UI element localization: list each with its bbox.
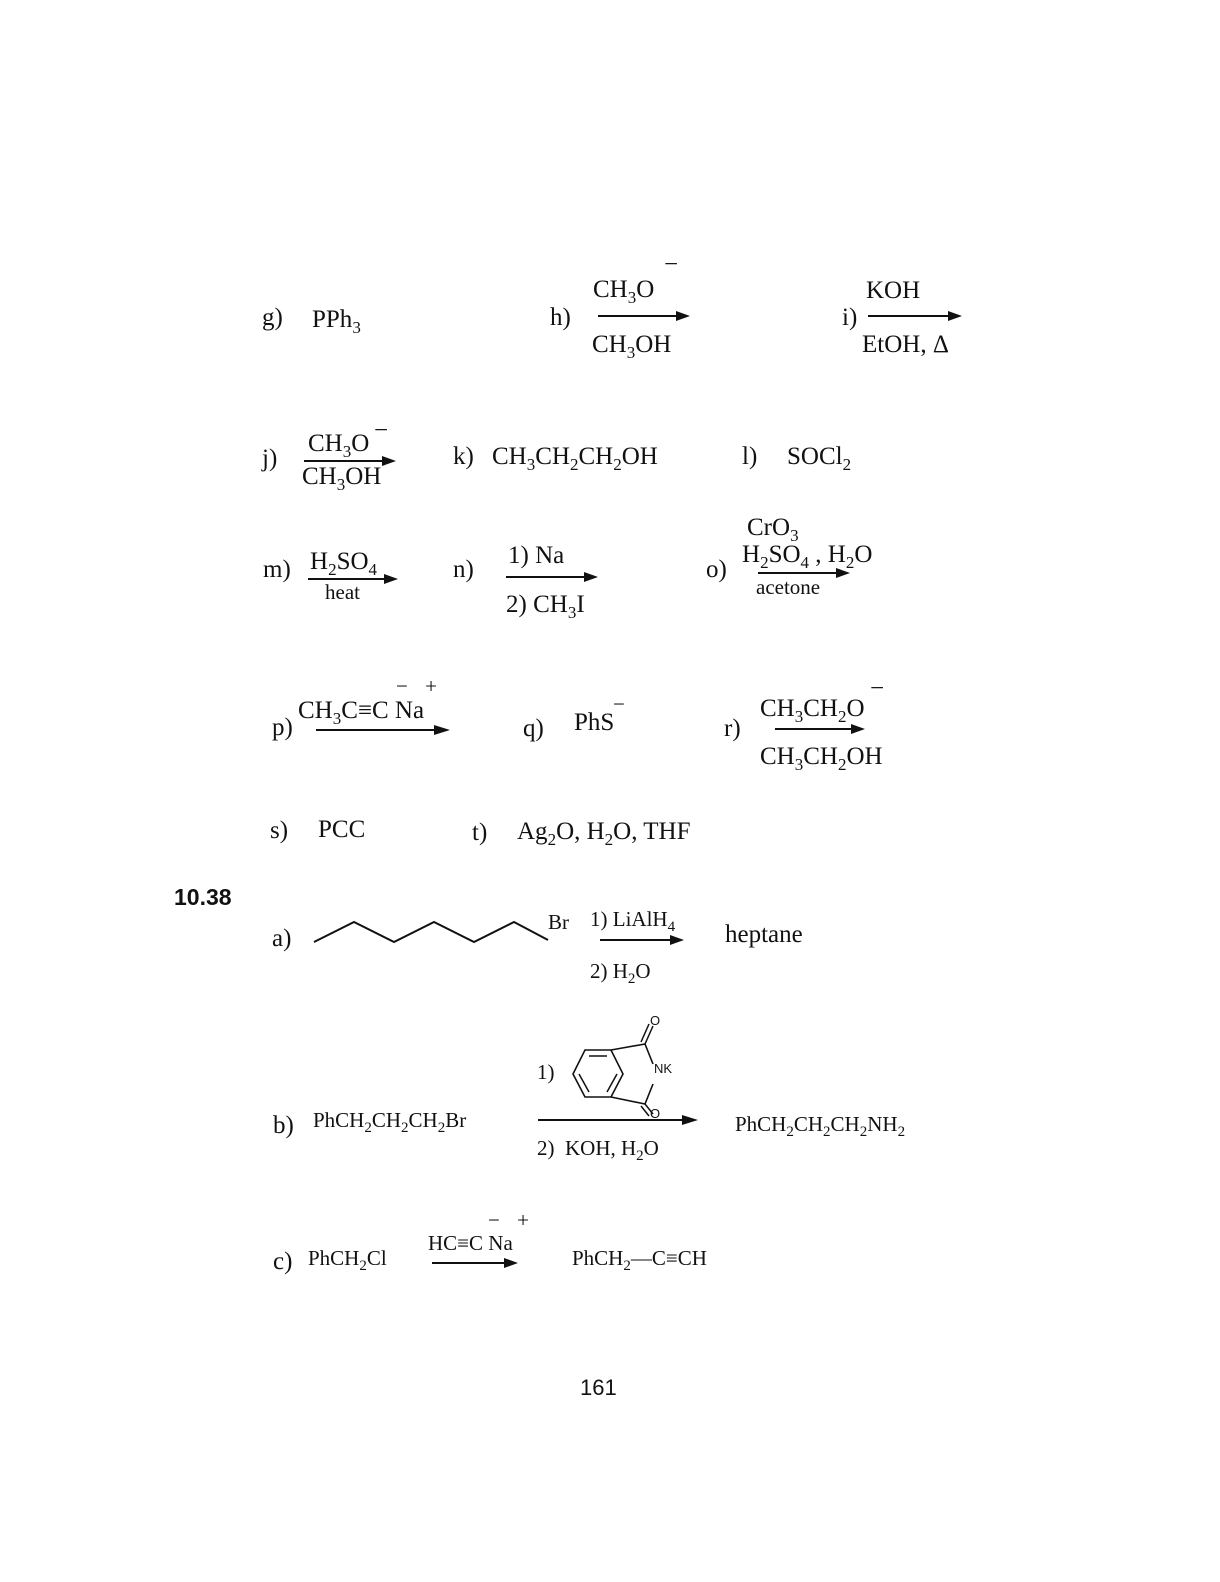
item-j-label: j) (262, 445, 278, 472)
problem-b-step1-label: 1) (537, 1060, 555, 1084)
item-g-reagent: PPh$_3$ (312, 306, 361, 337)
item-k-label: k) (453, 443, 474, 470)
item-o-label: o) (706, 556, 727, 583)
item-i-bottom: EtOH, Δ (862, 331, 949, 358)
problem-c-label: c) (273, 1248, 293, 1275)
item-r-arrow (775, 723, 865, 735)
item-l-label: l) (742, 443, 758, 470)
item-h-arrow (598, 310, 690, 322)
item-j-top: $CH_3O$ (308, 430, 370, 461)
problem-c-arrow (432, 1257, 518, 1269)
item-o-bottom: acetone (756, 575, 821, 599)
item-m-label: m) (263, 556, 291, 583)
imide-o-bottom: O (650, 1106, 661, 1121)
problem-a-label: a) (272, 925, 292, 952)
problem-a-step2: 2) $H_2O$ (590, 959, 651, 988)
problem-b-arrow (538, 1114, 698, 1126)
item-k-reagent: $CH_3CH_2CH_2OH$ (492, 443, 658, 474)
problem-number: 10.38 (174, 884, 232, 910)
imide-o-top: O (650, 1013, 661, 1028)
item-m-top: $H_2SO_4$ (310, 548, 378, 579)
problem-a-step1: 1) LiAlH$_4$ (590, 907, 676, 936)
problem-b-label: b) (273, 1112, 294, 1139)
item-p-label: p) (272, 714, 293, 741)
item-p-top: $CH_3C\equiv C$ Na (298, 697, 425, 728)
item-h-charge: − (664, 251, 679, 278)
item-p-arrow (316, 724, 450, 736)
page-number: 161 (580, 1375, 617, 1400)
item-h-top: $CH_3O$ (593, 276, 655, 307)
item-r-bottom: $CH_3CH_2OH$ (760, 743, 883, 774)
item-q-reagent: PhS (574, 709, 615, 736)
item-m-bottom: heat (325, 580, 360, 604)
problem-c-reagent: HC≡C Na (428, 1231, 513, 1255)
item-i-arrow (868, 310, 962, 322)
item-r-top: $CH_3CH_2O$ (760, 695, 865, 726)
item-g-label: g) (262, 304, 283, 331)
item-n-bottom: 2) $CH_3I$ (506, 591, 585, 622)
problem-b-step2: 2) KOH, $H_2O$ (537, 1136, 659, 1165)
heptyl-chain-structure (312, 918, 552, 948)
problem-c-charges: − + (488, 1208, 535, 1232)
problem-a-arrow (600, 934, 684, 946)
item-r-label: r) (724, 715, 741, 742)
item-n-arrow (506, 571, 598, 583)
imide-nk: NK (654, 1061, 673, 1076)
item-q-charge: − (613, 692, 625, 716)
item-q-label: q) (523, 715, 544, 742)
problem-c-start: PhCH$_2$Cl (308, 1246, 387, 1275)
item-s-reagent: PCC (318, 816, 366, 843)
problem-a-substituent: Br (548, 910, 569, 934)
problem-b-start: $PhCH_2CH_2CH_2Br$ (313, 1108, 467, 1137)
item-r-charge: − (870, 675, 885, 702)
problem-a-product: heptane (725, 921, 803, 948)
item-h-bottom: $CH_3OH$ (592, 331, 672, 362)
item-s-label: s) (270, 817, 289, 844)
item-i-label: i) (842, 304, 858, 331)
item-t-reagent: $Ag_2O$, $H_2O$, THF (517, 818, 691, 849)
item-o-line2: $H_2SO_4$ , $H_2O$ (742, 541, 873, 572)
item-l-reagent: SOCl$_2$ (787, 443, 852, 474)
item-t-label: t) (472, 819, 488, 846)
item-n-top: 1) Na (508, 542, 565, 569)
item-j-bottom: $CH_3OH$ (302, 463, 382, 494)
problem-b-product: $PhCH_2CH_2CH_2NH_2$ (735, 1112, 906, 1141)
item-p-charges: − + (396, 674, 443, 698)
problem-c-product: PhCH$_2$—C≡CH (572, 1246, 707, 1275)
item-o-line1: CrO$_3$ (747, 514, 799, 545)
item-i-top: KOH (866, 277, 921, 304)
item-j-charge: − (374, 417, 389, 444)
item-h-label: h) (550, 304, 571, 331)
item-n-label: n) (453, 556, 474, 583)
